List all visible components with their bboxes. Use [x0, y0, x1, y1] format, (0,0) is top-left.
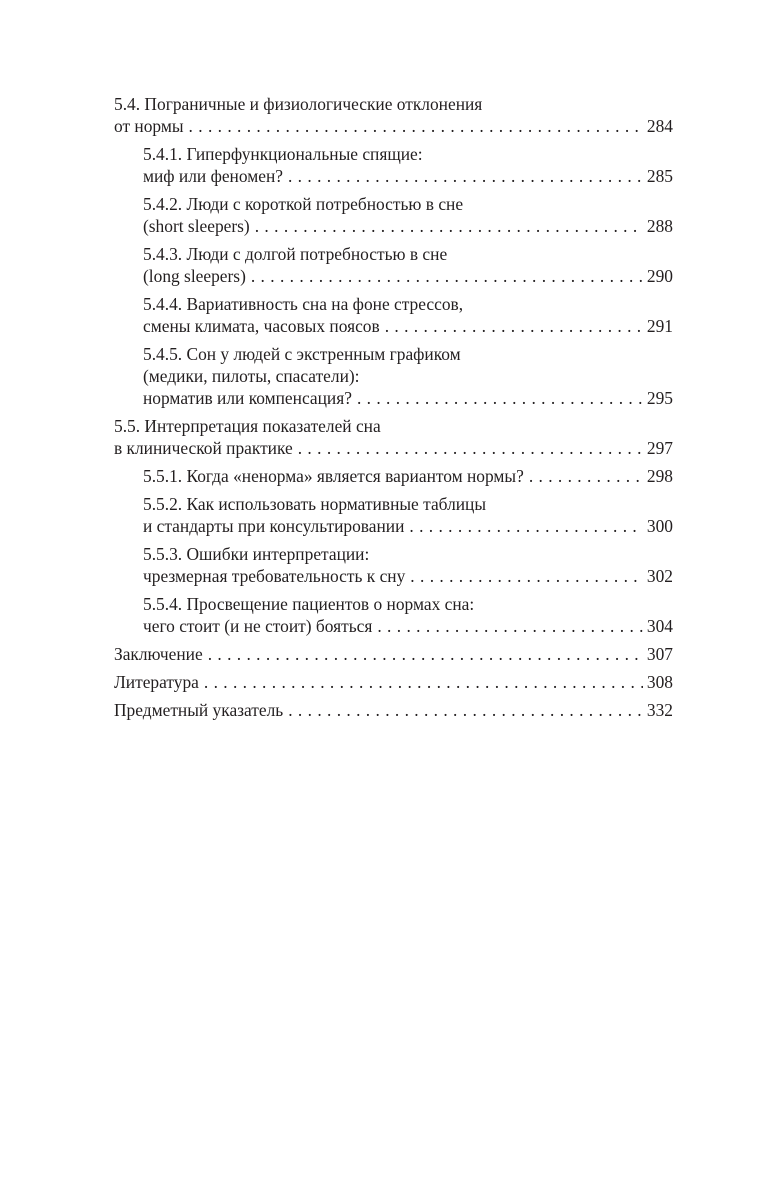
toc-entry	[114, 493, 673, 537]
toc-entry-title-line: 5.4. Пограничные и физиологические отклонения	[114, 94, 483, 114]
dot-leader	[208, 643, 643, 665]
page-number: 297	[646, 438, 673, 458]
table-of-contents	[114, 93, 673, 721]
toc-entry	[114, 243, 673, 287]
toc-entry-title-line: и стандарты при консультировании	[143, 516, 405, 536]
toc-entry-title-line: 5.4.1. Гиперфункциональные спящие:	[143, 144, 423, 164]
page-number: 332	[646, 700, 673, 720]
toc-entry-title-line: чрезмерная требовательность к сну	[143, 566, 406, 586]
toc-entry-title-line: (медики, пилоты, спасатели):	[143, 366, 360, 386]
dot-leader	[385, 315, 643, 337]
toc-entry-title-line: 5.4.3. Люди с долгой потребностью в сне	[143, 244, 448, 264]
toc-entry-title-line: 5.5.2. Как использовать нормативные таблицы	[143, 494, 487, 514]
page-number: 308	[646, 672, 673, 692]
toc-entry-leader-line	[143, 465, 673, 487]
dot-leader	[189, 115, 643, 137]
page-number: 307	[646, 644, 673, 664]
toc-entry-title-line: 5.5. Интерпретация показателей сна	[114, 416, 381, 436]
toc-entry-title-line: 5.4.4. Вариативность сна на фоне стрессов,	[143, 294, 464, 314]
toc-entry	[114, 415, 673, 459]
toc-entry	[114, 343, 673, 409]
toc-entry-leader-line	[143, 565, 673, 587]
toc-entry-leader-line	[114, 643, 673, 665]
dot-leader	[255, 215, 643, 237]
toc-entry	[114, 699, 673, 721]
page-number: 302	[646, 566, 673, 586]
toc-entry-leader-line	[114, 671, 673, 693]
dot-leader	[288, 699, 643, 721]
toc-entry-title-line: от нормы	[114, 116, 184, 136]
toc-entry-leader-line	[114, 437, 673, 459]
page-number: 285	[646, 166, 673, 186]
dot-leader	[529, 465, 643, 487]
toc-entry	[114, 465, 673, 487]
toc-entry-title-line: Предметный указатель	[114, 700, 284, 720]
toc-entry-title-line: чего стоит (и не стоит) бояться	[143, 616, 373, 636]
toc-entry-title-line: смены климата, часовых поясов	[143, 316, 380, 336]
dot-leader	[410, 565, 643, 587]
toc-entry-title-line: (long sleepers)	[143, 266, 246, 286]
dot-leader	[357, 387, 643, 409]
dot-leader	[298, 437, 643, 459]
toc-entry	[114, 293, 673, 337]
page-number: 288	[646, 216, 673, 236]
toc-entry	[114, 93, 673, 137]
toc-entry	[114, 671, 673, 693]
toc-entry-leader-line	[114, 115, 673, 137]
page-number: 295	[646, 388, 673, 408]
toc-entry-title-line: (short sleepers)	[143, 216, 250, 236]
toc-entry	[114, 143, 673, 187]
dot-leader	[204, 671, 643, 693]
toc-entry	[114, 643, 673, 665]
toc-entry-leader-line	[143, 265, 673, 287]
toc-entry-title-line: норматив или компенсация?	[143, 388, 352, 408]
page-number: 290	[646, 266, 673, 286]
toc-entry-title-line: Заключение	[114, 644, 203, 664]
toc-entry-title-line: 5.5.3. Ошибки интерпретации:	[143, 544, 370, 564]
toc-entry-leader-line	[143, 165, 673, 187]
toc-entry-title-line: 5.5.1. Когда «ненорма» является вариантом нормы?	[143, 466, 524, 486]
toc-entry-leader-line	[143, 515, 673, 537]
dot-leader	[409, 515, 643, 537]
dot-leader	[288, 165, 643, 187]
toc-entry-title-line: 5.5.4. Просвещение пациентов о нормах сна:	[143, 594, 475, 614]
page-number: 298	[646, 466, 673, 486]
toc-entry-title-line: 5.4.5. Сон у людей с экстренным графиком	[143, 344, 461, 364]
toc-entry-leader-line	[143, 315, 673, 337]
toc-entry	[114, 593, 673, 637]
toc-entry-title-line: 5.4.2. Люди с короткой потребностью в сне	[143, 194, 464, 214]
toc-entry-leader-line	[143, 615, 673, 637]
page-number: 284	[646, 116, 673, 136]
toc-entry	[114, 193, 673, 237]
toc-entry-title-line: Литература	[114, 672, 199, 692]
toc-entry-leader-line	[114, 699, 673, 721]
page-number: 304	[646, 616, 673, 636]
dot-leader	[377, 615, 643, 637]
toc-entry	[114, 543, 673, 587]
toc-entry-title-line: в клинической практике	[114, 438, 293, 458]
page-number: 291	[646, 316, 673, 336]
page-number: 300	[646, 516, 673, 536]
dot-leader	[251, 265, 643, 287]
toc-entry-title-line: миф или феномен?	[143, 166, 283, 186]
toc-entry-leader-line	[143, 215, 673, 237]
toc-entry-leader-line	[143, 387, 673, 409]
